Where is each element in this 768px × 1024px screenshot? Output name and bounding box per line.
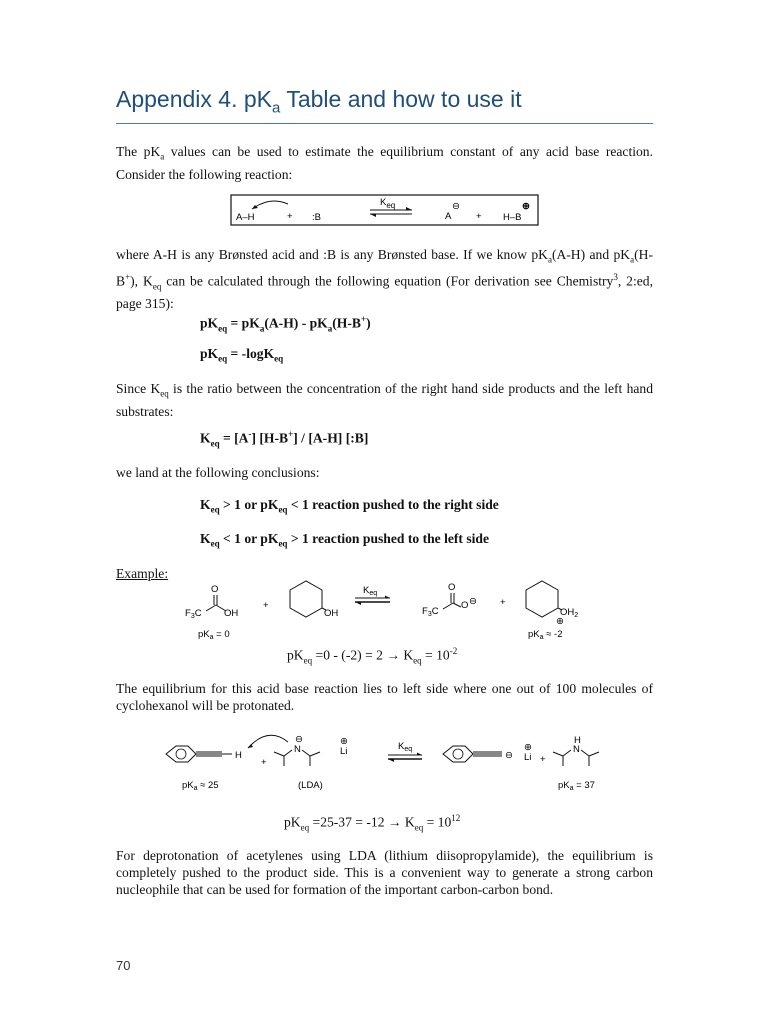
equation-keq: $K_{eq} = [A^-]$ [H-B+] / [A-H] [:B] (200, 429, 369, 449)
equation-logkeq: $pK_{eq} = -\log K_{eq}$ (200, 346, 284, 364)
conjugate-acid-label: H–B (503, 212, 522, 223)
cyclohexane-ring (290, 581, 322, 617)
hydrogen-label: H (574, 735, 581, 746)
minus-charge: ⊖ (295, 734, 303, 745)
keq-label: $K_{eq}$ (380, 197, 396, 210)
plus-sign: + (287, 211, 293, 222)
equilibrium-paragraph: The equilibrium for this acid base reaction lies to left side where one out of 100 molecules of cyclohexanol will be protonated. (116, 681, 653, 713)
plus-sign: + (261, 757, 267, 768)
lda-label: (LDA) (298, 780, 323, 791)
keq-label: $K_{eq}$ (398, 741, 413, 753)
base-label: :B (312, 212, 321, 223)
cyclohexane-ring (526, 581, 558, 617)
hydroxyl-label: OH (324, 608, 339, 619)
nitrogen-label: N (294, 744, 301, 755)
cf3-group: $F_3C$ (422, 606, 439, 618)
cf3-group: $F_3C$ (185, 608, 202, 620)
pka-left: $pK_a = 0$ (198, 629, 230, 641)
example-scheme-lda (160, 728, 620, 796)
hydrogen-label: H (235, 750, 242, 761)
plus-charge: ⊕ (340, 736, 348, 747)
final-paragraph: For deprotonation of acetylenes using LDA (lithium diisopropylamide), the equilibrium is completely pushed to the product side. This is a convenient way to generate a strong carbon nucleophile that can be used for formation of the important carbon-carbon bond. (116, 848, 653, 897)
oxonium-label: $OH_2$ (560, 607, 579, 619)
pka-right: $pK_a = 37$ (558, 780, 595, 792)
pka-left: $pK_a \approx 25$ (182, 780, 219, 792)
conclusion-intro: we land at the following conclusions: (116, 465, 320, 480)
minus-charge: ⊖ (505, 750, 513, 761)
acid-label: A–H (236, 212, 255, 223)
minus-charge: ⊖ (469, 596, 477, 607)
hydroxyl-label: OH (224, 608, 239, 619)
benzene-ring (443, 746, 473, 762)
plus-charge: ⊕ (556, 616, 564, 627)
title-underline (116, 123, 653, 124)
where-paragraph: where A-H is any Brønsted acid and :B is any Brønsted base. If we know $pK_a(A-H)$ and $pK_a(H-B^+)$, $K_{eq}$ can be calculated through the following equation (For derivation see Chemistry$^3$, 2:ed, page 315): (116, 247, 653, 311)
plus-sign: + (540, 754, 546, 765)
plus-sign: + (500, 597, 506, 608)
calculation-1: $pK_{eq} =0 - (-2) = 2 \to K_{eq} = 10^{-2}$ (287, 646, 458, 666)
electron-arrowhead (248, 744, 253, 748)
conclusion-right: $K_{eq} > 1$ or $pK_{eq} < 1$ reaction pushed to the right side (200, 497, 499, 515)
equilibrium-arrowhead-bottom (370, 214, 376, 217)
pka-right: $pK_a \approx -2$ (528, 629, 563, 641)
keq-label: $K_{eq}$ (363, 585, 378, 597)
example-scheme-tfa (180, 578, 600, 644)
minus-charge: ⊖ (452, 201, 460, 212)
equation-pkeq: $pK_{eq} = pK_a(A-H) - pK_a(H-B^+)$ (200, 314, 371, 334)
lithium-label: Li (340, 746, 348, 757)
example-label: Example: (116, 566, 169, 581)
page-title: Appendix 4. $pK_a$ Table and how to use it (116, 86, 522, 117)
conjugate-base-label: A (445, 211, 452, 222)
lithium-label: Li (524, 752, 532, 763)
general-reaction-scheme (230, 190, 540, 230)
plus-charge: ⊕ (524, 742, 532, 753)
nitrogen-label: N (573, 744, 580, 755)
calculation-2: $pK_{eq} =25-37 = -12 \to K_{eq} = 10^{12}$ (284, 813, 461, 833)
conclusion-left: $K_{eq} < 1$ or $pK_{eq} > 1$ reaction pushed to the left side (200, 531, 490, 549)
oxide-label: O (461, 600, 469, 611)
plus-sign: + (263, 600, 269, 611)
equilibrium-arrowhead-top (406, 207, 412, 210)
plus-sign: + (476, 211, 482, 222)
carbonyl-oxygen: O (448, 582, 456, 593)
c-c-bond (206, 605, 216, 611)
page-number: 70 (116, 958, 131, 973)
plus-charge: ⊕ (522, 201, 530, 212)
since-paragraph: Since $K_{eq}$ is the ratio between the concentration of the right hand side products and the left hand substrates: (116, 381, 653, 419)
intro-paragraph: The $pK_a$ values can be used to estimate the equilibrium constant of any acid base reaction. Consider the following reaction: (116, 144, 654, 182)
benzene-ring (166, 746, 196, 762)
electron-arrow (248, 735, 288, 748)
carbonyl-oxygen: O (211, 584, 219, 595)
